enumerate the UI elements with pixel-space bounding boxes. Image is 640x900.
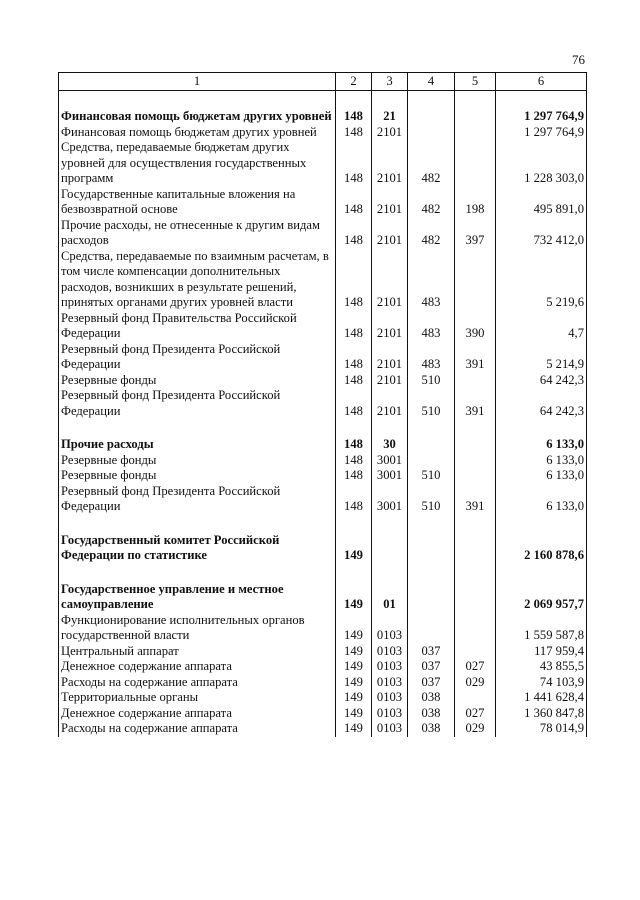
expense-type-code-cell xyxy=(455,249,496,311)
section-code-cell: 2101 xyxy=(372,125,408,141)
amount-cell: 1 228 303,0 xyxy=(496,140,587,187)
ministry-code-cell: 148 xyxy=(336,187,372,218)
page-number: 76 xyxy=(572,52,585,67)
table-row xyxy=(59,125,587,141)
amount-cell: 64 242,3 xyxy=(496,373,587,389)
target-item-code-cell xyxy=(408,533,455,564)
spacer-cell xyxy=(496,419,587,437)
target-item-code-cell: 483 xyxy=(408,311,455,342)
expense-type-code-cell xyxy=(455,125,496,141)
target-item-code-cell: 482 xyxy=(408,218,455,249)
expense-type-code-cell: 390 xyxy=(455,311,496,342)
target-item-code-cell: 483 xyxy=(408,249,455,311)
target-item-code-cell: 038 xyxy=(408,721,455,737)
spacer-cell xyxy=(59,419,336,437)
item-name-cell: Финансовая помощь бюджетам других уровней xyxy=(59,109,336,125)
amount-cell: 64 242,3 xyxy=(496,388,587,419)
table-row xyxy=(59,706,587,722)
header-row xyxy=(59,73,587,91)
table-row xyxy=(59,311,587,342)
section-code-cell: 2101 xyxy=(372,388,408,419)
ministry-code-cell: 149 xyxy=(336,690,372,706)
table-row xyxy=(59,218,587,249)
section-code-cell: 2101 xyxy=(372,140,408,187)
item-name-cell: Резервный фонд Президента Российской Федерации xyxy=(59,484,336,515)
expense-type-code-cell xyxy=(455,453,496,469)
column-header: 6 xyxy=(496,73,587,91)
expense-type-code-cell xyxy=(455,690,496,706)
section-code-cell: 0103 xyxy=(372,706,408,722)
section-header-row xyxy=(59,109,587,125)
item-name-cell: Государственный комитет Российской Федерации по статистике xyxy=(59,533,336,564)
amount-cell: 2 160 878,6 xyxy=(496,533,587,564)
amount-cell: 6 133,0 xyxy=(496,468,587,484)
ministry-code-cell: 149 xyxy=(336,533,372,564)
target-item-code-cell: 037 xyxy=(408,675,455,691)
item-name-cell: Государственные капитальные вложения на безвозвратной основе xyxy=(59,187,336,218)
spacer-row xyxy=(59,515,587,533)
table-row xyxy=(59,388,587,419)
column-header: 1 xyxy=(59,73,336,91)
item-name-cell: Резервные фонды xyxy=(59,373,336,389)
item-name-cell: Средства, передаваемые бюджетам других уровней для осуществления государственных программ xyxy=(59,140,336,187)
table-row xyxy=(59,342,587,373)
expense-type-code-cell xyxy=(455,109,496,125)
table-row xyxy=(59,484,587,515)
ministry-code-cell: 149 xyxy=(336,706,372,722)
section-code-cell: 2101 xyxy=(372,311,408,342)
spacer-cell xyxy=(408,91,455,110)
amount-cell: 6 133,0 xyxy=(496,453,587,469)
amount-cell: 732 412,0 xyxy=(496,218,587,249)
spacer-cell xyxy=(408,564,455,582)
expense-type-code-cell xyxy=(455,140,496,187)
ministry-code-cell: 149 xyxy=(336,582,372,613)
item-name-cell: Территориальные органы xyxy=(59,690,336,706)
expense-type-code-cell: 027 xyxy=(455,706,496,722)
budget-table xyxy=(58,72,587,737)
spacer-cell xyxy=(455,419,496,437)
section-code-cell xyxy=(372,533,408,564)
item-name-cell: Государственное управление и местное самоуправление xyxy=(59,582,336,613)
ministry-code-cell: 148 xyxy=(336,311,372,342)
column-header: 5 xyxy=(455,73,496,91)
target-item-code-cell: 038 xyxy=(408,690,455,706)
section-code-cell: 21 xyxy=(372,109,408,125)
ministry-code-cell: 148 xyxy=(336,218,372,249)
table-row xyxy=(59,249,587,311)
ministry-code-cell: 148 xyxy=(336,373,372,389)
item-name-cell: Финансовая помощь бюджетам других уровней xyxy=(59,125,336,141)
section-code-cell: 0103 xyxy=(372,613,408,644)
expense-type-code-cell xyxy=(455,373,496,389)
section-header-row xyxy=(59,437,587,453)
table-row xyxy=(59,721,587,737)
target-item-code-cell xyxy=(408,437,455,453)
expense-type-code-cell: 027 xyxy=(455,659,496,675)
section-header-row xyxy=(59,582,587,613)
amount-cell: 2 069 957,7 xyxy=(496,582,587,613)
spacer-cell xyxy=(455,515,496,533)
amount-cell: 1 360 847,8 xyxy=(496,706,587,722)
spacer-cell xyxy=(336,91,372,110)
target-item-code-cell: 510 xyxy=(408,373,455,389)
expense-type-code-cell xyxy=(455,613,496,644)
table-row xyxy=(59,140,587,187)
section-code-cell: 01 xyxy=(372,582,408,613)
spacer-cell xyxy=(455,91,496,110)
expense-type-code-cell: 198 xyxy=(455,187,496,218)
item-name-cell: Расходы на содержание аппарата xyxy=(59,675,336,691)
item-name-cell: Резервные фонды xyxy=(59,453,336,469)
expense-type-code-cell xyxy=(455,582,496,613)
amount-cell: 117 959,4 xyxy=(496,644,587,660)
target-item-code-cell xyxy=(408,582,455,613)
section-code-cell: 0103 xyxy=(372,721,408,737)
section-code-cell: 3001 xyxy=(372,453,408,469)
target-item-code-cell: 037 xyxy=(408,644,455,660)
amount-cell: 1 559 587,8 xyxy=(496,613,587,644)
table-row xyxy=(59,690,587,706)
amount-cell: 6 133,0 xyxy=(496,437,587,453)
expense-type-code-cell xyxy=(455,533,496,564)
ministry-code-cell: 149 xyxy=(336,613,372,644)
column-header: 3 xyxy=(372,73,408,91)
expense-type-code-cell: 391 xyxy=(455,388,496,419)
spacer-cell xyxy=(496,564,587,582)
column-header: 2 xyxy=(336,73,372,91)
table-row xyxy=(59,453,587,469)
amount-cell: 5 219,6 xyxy=(496,249,587,311)
target-item-code-cell: 482 xyxy=(408,140,455,187)
ministry-code-cell: 148 xyxy=(336,388,372,419)
table-row xyxy=(59,187,587,218)
table-row xyxy=(59,373,587,389)
ministry-code-cell: 149 xyxy=(336,721,372,737)
item-name-cell: Центральный аппарат xyxy=(59,644,336,660)
amount-cell: 74 103,9 xyxy=(496,675,587,691)
section-code-cell: 3001 xyxy=(372,468,408,484)
ministry-code-cell: 148 xyxy=(336,342,372,373)
amount-cell: 1 441 628,4 xyxy=(496,690,587,706)
table-row xyxy=(59,644,587,660)
item-name-cell: Резервный фонд Президента Российской Федерации xyxy=(59,342,336,373)
ministry-code-cell: 148 xyxy=(336,468,372,484)
target-item-code-cell: 510 xyxy=(408,388,455,419)
column-header: 4 xyxy=(408,73,455,91)
spacer-cell xyxy=(372,419,408,437)
expense-type-code-cell xyxy=(455,437,496,453)
spacer-cell xyxy=(59,515,336,533)
spacer-cell xyxy=(372,564,408,582)
item-name-cell: Прочие расходы, не отнесенные к другим видам расходов xyxy=(59,218,336,249)
target-item-code-cell xyxy=(408,109,455,125)
spacer-row xyxy=(59,564,587,582)
section-code-cell: 2101 xyxy=(372,342,408,373)
amount-cell: 5 214,9 xyxy=(496,342,587,373)
table-row xyxy=(59,613,587,644)
target-item-code-cell xyxy=(408,613,455,644)
section-code-cell: 0103 xyxy=(372,644,408,660)
spacer-cell xyxy=(336,564,372,582)
target-item-code-cell: 483 xyxy=(408,342,455,373)
section-code-cell: 2101 xyxy=(372,187,408,218)
amount-cell: 1 297 764,9 xyxy=(496,109,587,125)
item-name-cell: Функционирование исполнительных органов государственной власти xyxy=(59,613,336,644)
item-name-cell: Денежное содержание аппарата xyxy=(59,706,336,722)
ministry-code-cell: 148 xyxy=(336,125,372,141)
item-name-cell: Резервный фонд Президента Российской Федерации xyxy=(59,388,336,419)
spacer-cell xyxy=(372,91,408,110)
spacer-row xyxy=(59,419,587,437)
ministry-code-cell: 148 xyxy=(336,140,372,187)
spacer-cell xyxy=(408,515,455,533)
section-code-cell: 30 xyxy=(372,437,408,453)
ministry-code-cell: 149 xyxy=(336,675,372,691)
table-row xyxy=(59,675,587,691)
spacer-cell xyxy=(372,515,408,533)
target-item-code-cell: 037 xyxy=(408,659,455,675)
expense-type-code-cell: 029 xyxy=(455,721,496,737)
expense-type-code-cell xyxy=(455,644,496,660)
spacer-cell xyxy=(336,419,372,437)
item-name-cell: Расходы на содержание аппарата xyxy=(59,721,336,737)
section-code-cell: 0103 xyxy=(372,690,408,706)
target-item-code-cell: 510 xyxy=(408,484,455,515)
table-row xyxy=(59,468,587,484)
spacer-cell xyxy=(408,419,455,437)
amount-cell: 43 855,5 xyxy=(496,659,587,675)
expense-type-code-cell xyxy=(455,468,496,484)
amount-cell: 1 297 764,9 xyxy=(496,125,587,141)
target-item-code-cell: 510 xyxy=(408,468,455,484)
ministry-code-cell: 148 xyxy=(336,249,372,311)
expense-type-code-cell: 029 xyxy=(455,675,496,691)
spacer-cell xyxy=(455,564,496,582)
section-code-cell: 2101 xyxy=(372,249,408,311)
spacer-row xyxy=(59,91,587,110)
ministry-code-cell: 148 xyxy=(336,437,372,453)
amount-cell: 78 014,9 xyxy=(496,721,587,737)
ministry-code-cell: 148 xyxy=(336,453,372,469)
ministry-code-cell: 148 xyxy=(336,109,372,125)
section-code-cell: 3001 xyxy=(372,484,408,515)
item-name-cell: Резервный фонд Правительства Российской Федерации xyxy=(59,311,336,342)
target-item-code-cell xyxy=(408,453,455,469)
section-code-cell: 2101 xyxy=(372,373,408,389)
spacer-cell xyxy=(496,515,587,533)
section-code-cell: 0103 xyxy=(372,675,408,691)
section-code-cell: 2101 xyxy=(372,218,408,249)
spacer-cell xyxy=(59,91,336,110)
spacer-cell xyxy=(496,91,587,110)
ministry-code-cell: 149 xyxy=(336,659,372,675)
expense-type-code-cell: 397 xyxy=(455,218,496,249)
expense-type-code-cell: 391 xyxy=(455,342,496,373)
section-header-row xyxy=(59,533,587,564)
table-row xyxy=(59,659,587,675)
item-name-cell: Средства, передаваемые по взаимным расчетам, в том числе компенсации дополнительных расходов, возникших в результате решений, принятых органами других уровней власти xyxy=(59,249,336,311)
ministry-code-cell: 149 xyxy=(336,644,372,660)
item-name-cell: Прочие расходы xyxy=(59,437,336,453)
spacer-cell xyxy=(336,515,372,533)
amount-cell: 495 891,0 xyxy=(496,187,587,218)
spacer-cell xyxy=(59,564,336,582)
target-item-code-cell: 482 xyxy=(408,187,455,218)
amount-cell: 4,7 xyxy=(496,311,587,342)
table-body xyxy=(59,91,587,737)
target-item-code-cell xyxy=(408,125,455,141)
amount-cell: 6 133,0 xyxy=(496,484,587,515)
target-item-code-cell: 038 xyxy=(408,706,455,722)
section-code-cell: 0103 xyxy=(372,659,408,675)
ministry-code-cell: 148 xyxy=(336,484,372,515)
expense-type-code-cell: 391 xyxy=(455,484,496,515)
item-name-cell: Резервные фонды xyxy=(59,468,336,484)
item-name-cell: Денежное содержание аппарата xyxy=(59,659,336,675)
